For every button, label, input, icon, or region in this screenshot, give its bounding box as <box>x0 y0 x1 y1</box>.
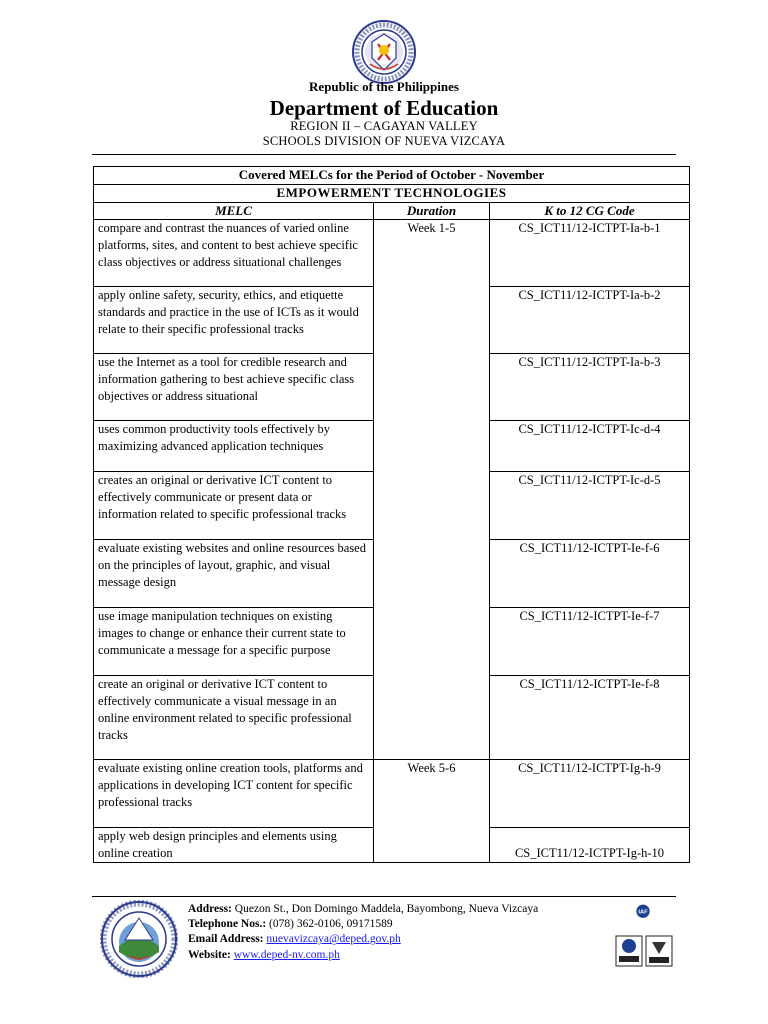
melc-cell: use image manipulation techniques on existing images to change or enhance their current state to communicate a message for a specific purpose <box>94 608 374 676</box>
duration-cell: Week 5-6 <box>374 760 490 863</box>
code-cell: CS_ICT11/12-ICTPT-Ia-b-1 <box>490 220 690 287</box>
region-label: REGION II – CAGAYAN VALLEY <box>290 119 478 133</box>
iaf-label: IAF <box>638 909 648 916</box>
melc-cell: compare and contrast the nuances of varied online platforms, sites, and content to best achieve specific class objectives or address situational challenges <box>94 220 374 287</box>
melc-cell: creates an original or derivative ICT content to effectively communicate or present data or information related to specific professional tracks <box>94 472 374 540</box>
melc-cell: apply online safety, security, ethics, and etiquette standards and practice in the use of ICTs as it would relate to their specific professional tracks <box>94 287 374 354</box>
header-divider <box>92 154 676 155</box>
col-header-duration: Duration <box>374 202 490 220</box>
subject-title: EMPOWERMENT TECHNOLOGIES <box>94 184 690 202</box>
telephone-label: Telephone Nos.: <box>188 918 267 931</box>
deped-seal-icon <box>352 20 416 84</box>
deped-seal-icon <box>100 900 178 978</box>
department-title: Department of Education <box>269 96 499 120</box>
melc-cell: create an original or derivative ICT content to effectively communicate a visual message in an online environment related to specific professional tracks <box>94 676 374 760</box>
melc-cell: use the Internet as a tool for credible research and information gathering to best achieve specific class objectives or address situational <box>94 354 374 421</box>
melc-cell: evaluate existing websites and online resources based on the principles of layout, graphic, and visual message design <box>94 540 374 608</box>
address-text: Quezon St., Don Domingo Maddela, Bayombong, Nueva Vizcaya <box>234 903 539 915</box>
code-cell: CS_ICT11/12-ICTPT-Ig-h-9 <box>490 760 690 828</box>
iaf-logo-icon <box>612 904 674 934</box>
code-cell: CS_ICT11/12-ICTPT-Ie-f-7 <box>490 608 690 676</box>
email-label: Email Address: <box>188 933 264 946</box>
website-label: Website: <box>188 948 231 961</box>
duration-cell: Week 1-5 <box>374 220 490 760</box>
code-cell: CS_ICT11/12-ICTPT-Ie-f-8 <box>490 676 690 760</box>
covered-period-title: Covered MELCs for the Period of October - November <box>94 167 690 185</box>
col-header-code: K to 12 CG Code <box>490 202 690 220</box>
division-label: SCHOOLS DIVISION OF NUEVA VIZCAYA <box>262 134 506 148</box>
melc-cell: apply web design principles and elements using online creation <box>94 828 374 863</box>
melc-cell: evaluate existing online creation tools, platforms and applications in developing ICT content for specific professional tracks <box>94 760 374 828</box>
footer-contact <box>188 902 538 963</box>
republic-heading: Republic of the Philippines <box>309 79 459 94</box>
code-cell: CS_ICT11/12-ICTPT-Ia-b-3 <box>490 354 690 421</box>
address-label: Address: <box>188 903 232 915</box>
code-cell: CS_ICT11/12-ICTPT-Ie-f-6 <box>490 540 690 608</box>
table-row <box>94 760 690 828</box>
col-header-melc: MELC <box>94 202 374 220</box>
code-cell: CS_ICT11/12-ICTPT-Ia-b-2 <box>490 287 690 354</box>
melc-cell: uses common productivity tools effectively by maximizing advanced application techniques <box>94 421 374 472</box>
table-row <box>94 220 690 287</box>
website-link[interactable]: www.deped-nv.com.ph <box>233 948 340 961</box>
email-link[interactable]: nuevavizcaya@deped.gov.ph <box>266 933 401 946</box>
telephone-text: (078) 362-0106, 09171589 <box>269 918 393 931</box>
code-cell: CS_ICT11/12-ICTPT-Ic-d-5 <box>490 472 690 540</box>
code-cell: CS_ICT11/12-ICTPT-Ic-d-4 <box>490 421 690 472</box>
footer-divider <box>92 896 676 897</box>
certification-badges-icon <box>614 934 674 968</box>
code-cell: CS_ICT11/12-ICTPT-Ig-h-10 <box>490 828 690 863</box>
melc-table <box>93 166 690 863</box>
